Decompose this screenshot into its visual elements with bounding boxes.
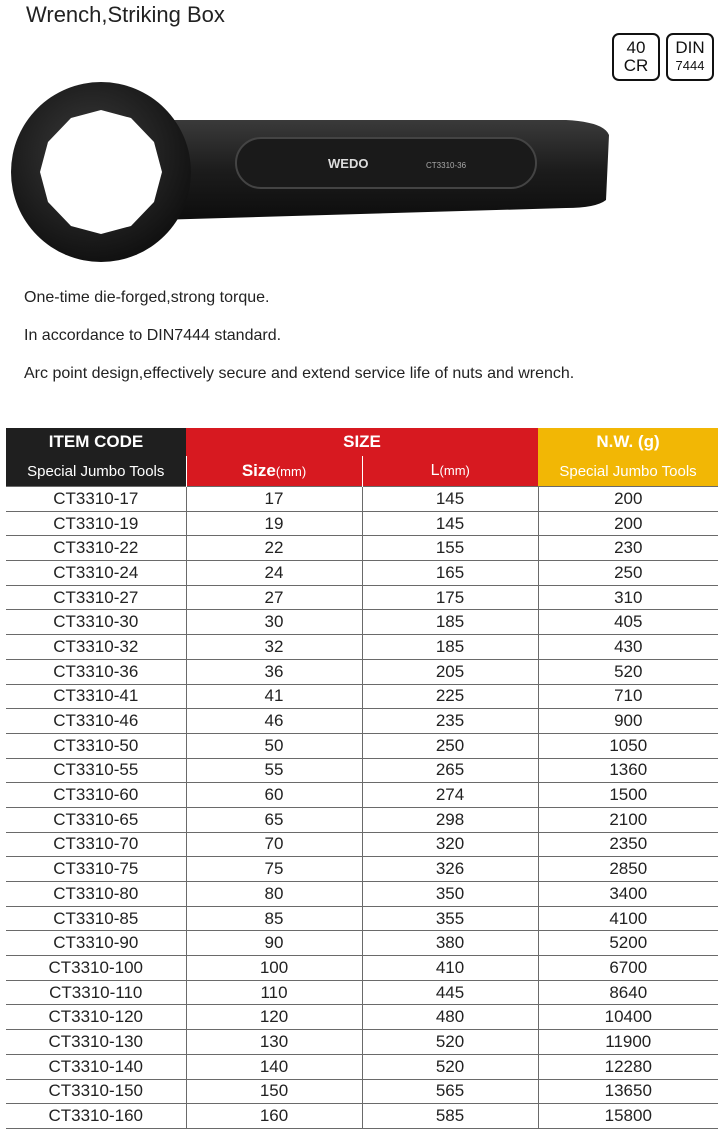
length-cell: 250 [362, 733, 538, 758]
item-code-cell: CT3310-130 [6, 1030, 186, 1055]
subheader-length-label: L [430, 462, 440, 479]
length-cell: 185 [362, 635, 538, 660]
table-row [6, 931, 718, 956]
weight-cell: 430 [538, 635, 718, 660]
badge-line1: 40 [626, 38, 646, 57]
weight-cell: 4100 [538, 906, 718, 931]
length-cell: 320 [362, 832, 538, 857]
length-cell: 520 [362, 1054, 538, 1079]
length-cell: 185 [362, 610, 538, 635]
size-cell: 55 [186, 758, 362, 783]
table-row [6, 758, 718, 783]
spec-table [6, 428, 718, 1129]
weight-cell: 10400 [538, 1005, 718, 1030]
weight-cell: 2100 [538, 807, 718, 832]
table-row [6, 684, 718, 709]
item-code-cell: CT3310-60 [6, 783, 186, 808]
size-cell: 24 [186, 561, 362, 586]
item-code-cell: CT3310-140 [6, 1054, 186, 1079]
table-row [6, 1079, 718, 1104]
weight-cell: 405 [538, 610, 718, 635]
length-cell: 380 [362, 931, 538, 956]
weight-cell: 200 [538, 487, 718, 512]
size-cell: 75 [186, 857, 362, 882]
size-cell: 17 [186, 487, 362, 512]
size-cell: 65 [186, 807, 362, 832]
item-code-cell: CT3310-65 [6, 807, 186, 832]
size-cell: 85 [186, 906, 362, 931]
size-cell: 150 [186, 1079, 362, 1104]
item-code-cell: CT3310-110 [6, 980, 186, 1005]
size-cell: 19 [186, 511, 362, 536]
length-cell: 274 [362, 783, 538, 808]
item-code-cell: CT3310-22 [6, 536, 186, 561]
weight-cell: 8640 [538, 980, 718, 1005]
size-cell: 36 [186, 659, 362, 684]
table-row [6, 561, 718, 586]
item-code-cell: CT3310-46 [6, 709, 186, 734]
weight-cell: 6700 [538, 956, 718, 981]
length-cell: 225 [362, 684, 538, 709]
item-code-cell: CT3310-24 [6, 561, 186, 586]
table-row [6, 659, 718, 684]
size-cell: 130 [186, 1030, 362, 1055]
item-code-cell: CT3310-75 [6, 857, 186, 882]
table-row [6, 487, 718, 512]
length-cell: 265 [362, 758, 538, 783]
item-code-cell: CT3310-30 [6, 610, 186, 635]
size-cell: 46 [186, 709, 362, 734]
subheader-length [362, 456, 538, 487]
subheader-length-unit: (mm) [439, 463, 470, 478]
chrome-40cr-badge [612, 33, 660, 81]
weight-cell: 900 [538, 709, 718, 734]
table-row [6, 906, 718, 931]
length-cell: 355 [362, 906, 538, 931]
header-size: SIZE [186, 428, 538, 456]
table-row [6, 1104, 718, 1129]
item-code-cell: CT3310-120 [6, 1005, 186, 1030]
size-cell: 22 [186, 536, 362, 561]
size-cell: 30 [186, 610, 362, 635]
size-cell: 140 [186, 1054, 362, 1079]
size-cell: 90 [186, 931, 362, 956]
length-cell: 326 [362, 857, 538, 882]
length-cell: 565 [362, 1079, 538, 1104]
item-code-cell: CT3310-50 [6, 733, 186, 758]
badge-line2: 7444 [675, 58, 705, 73]
wrench-brand-mark: WEDO [328, 156, 369, 171]
length-cell: 520 [362, 1030, 538, 1055]
table-row [6, 709, 718, 734]
table-row [6, 807, 718, 832]
size-cell: 80 [186, 882, 362, 907]
length-cell: 480 [362, 1005, 538, 1030]
length-cell: 205 [362, 659, 538, 684]
item-code-cell: CT3310-41 [6, 684, 186, 709]
weight-cell: 250 [538, 561, 718, 586]
header-net-weight: N.W. (g) [538, 428, 718, 456]
size-cell: 60 [186, 783, 362, 808]
length-cell: 175 [362, 585, 538, 610]
weight-cell: 3400 [538, 882, 718, 907]
striking-wrench-image [6, 80, 618, 280]
length-cell: 410 [362, 956, 538, 981]
item-code-cell: CT3310-36 [6, 659, 186, 684]
length-cell: 298 [362, 807, 538, 832]
item-code-cell: CT3310-32 [6, 635, 186, 660]
length-cell: 445 [362, 980, 538, 1005]
item-code-cell: CT3310-90 [6, 931, 186, 956]
subheader-net-weight: Special Jumbo Tools [538, 456, 718, 487]
length-cell: 145 [362, 511, 538, 536]
badge-line1: DIN [675, 38, 705, 57]
subheader-size [186, 456, 362, 487]
badge-line2: CR [623, 56, 649, 75]
din-7444-badge [666, 33, 714, 81]
size-cell: 70 [186, 832, 362, 857]
feature-list [24, 288, 584, 383]
item-code-cell: CT3310-80 [6, 882, 186, 907]
spec-badges [612, 33, 714, 81]
size-cell: 50 [186, 733, 362, 758]
item-code-cell: CT3310-85 [6, 906, 186, 931]
table-row [6, 610, 718, 635]
size-cell: 32 [186, 635, 362, 660]
item-code-cell: CT3310-27 [6, 585, 186, 610]
item-code-cell: CT3310-150 [6, 1079, 186, 1104]
weight-cell: 13650 [538, 1079, 718, 1104]
weight-cell: 1360 [538, 758, 718, 783]
item-code-cell: CT3310-160 [6, 1104, 186, 1129]
wrench-model-mark: CT3310-36 [426, 161, 467, 170]
subheader-size-label: Size [241, 461, 276, 480]
subheader-item: Special Jumbo Tools [6, 456, 186, 487]
table-row [6, 511, 718, 536]
length-cell: 585 [362, 1104, 538, 1129]
table-row [6, 832, 718, 857]
length-cell: 165 [362, 561, 538, 586]
table-row [6, 635, 718, 660]
feature-item: One-time die-forged,strong torque. [24, 289, 270, 306]
size-cell: 120 [186, 1005, 362, 1030]
table-row [6, 733, 718, 758]
feature-item: Arc point design,effectively secure and extend service life of nuts and wrench. [24, 365, 575, 382]
weight-cell: 5200 [538, 931, 718, 956]
weight-cell: 11900 [538, 1030, 718, 1055]
length-cell: 145 [362, 487, 538, 512]
length-cell: 350 [362, 882, 538, 907]
table-row [6, 1005, 718, 1030]
size-cell: 160 [186, 1104, 362, 1129]
weight-cell: 520 [538, 659, 718, 684]
length-cell: 235 [362, 709, 538, 734]
weight-cell: 1050 [538, 733, 718, 758]
weight-cell: 310 [538, 585, 718, 610]
table-row [6, 536, 718, 561]
length-cell: 155 [362, 536, 538, 561]
table-row [6, 956, 718, 981]
size-cell: 41 [186, 684, 362, 709]
weight-cell: 710 [538, 684, 718, 709]
weight-cell: 1500 [538, 783, 718, 808]
weight-cell: 200 [538, 511, 718, 536]
size-cell: 100 [186, 956, 362, 981]
item-code-cell: CT3310-70 [6, 832, 186, 857]
weight-cell: 230 [538, 536, 718, 561]
weight-cell: 15800 [538, 1104, 718, 1129]
weight-cell: 2850 [538, 857, 718, 882]
table-row [6, 882, 718, 907]
weight-cell: 12280 [538, 1054, 718, 1079]
subheader-size-unit: (mm) [275, 464, 307, 479]
item-code-cell: CT3310-17 [6, 487, 186, 512]
spec-table-body [6, 487, 718, 1129]
size-cell: 27 [186, 585, 362, 610]
table-row [6, 783, 718, 808]
item-code-cell: CT3310-55 [6, 758, 186, 783]
table-row [6, 980, 718, 1005]
header-item-code: ITEM CODE [6, 428, 186, 456]
page-title: Wrench,Striking Box [26, 2, 225, 27]
item-code-cell: CT3310-19 [6, 511, 186, 536]
table-row [6, 1030, 718, 1055]
feature-item: In accordance to DIN7444 standard. [24, 327, 282, 344]
table-row [6, 1054, 718, 1079]
table-row [6, 857, 718, 882]
weight-cell: 2350 [538, 832, 718, 857]
table-row [6, 585, 718, 610]
size-cell: 110 [186, 980, 362, 1005]
item-code-cell: CT3310-100 [6, 956, 186, 981]
